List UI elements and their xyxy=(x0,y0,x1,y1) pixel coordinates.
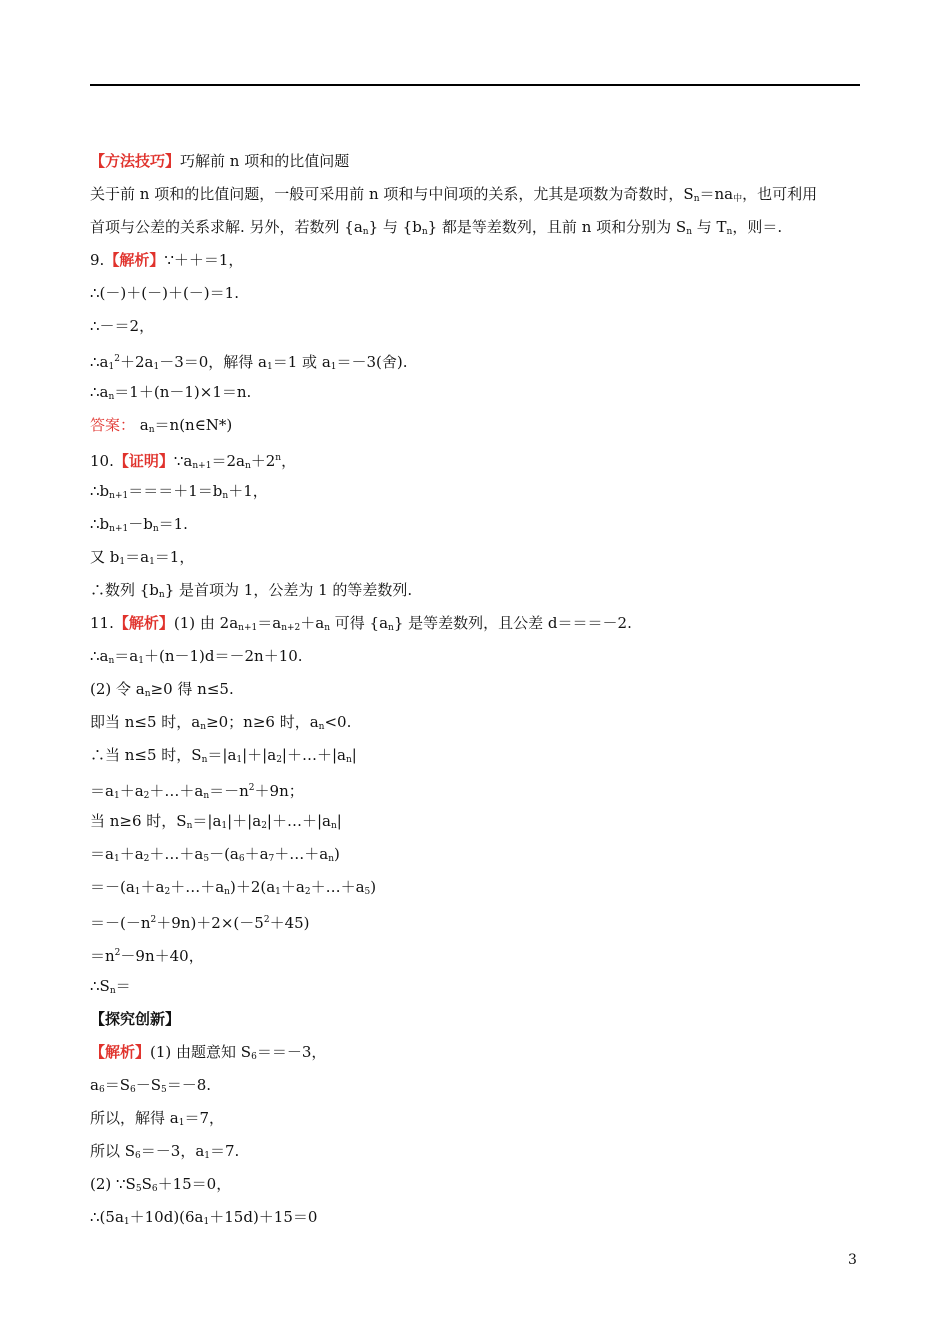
subscript: 2 xyxy=(304,887,311,897)
section-label: 【方法技巧】 xyxy=(90,152,181,170)
subscript: 1 xyxy=(113,791,120,801)
subscript: 2 xyxy=(164,887,171,897)
header-rule xyxy=(90,84,860,86)
text-run: ＋a xyxy=(119,782,144,800)
subscript: n xyxy=(108,392,115,402)
superscript: 2 xyxy=(114,354,120,364)
text-line xyxy=(90,772,860,805)
text-run: ＝7， xyxy=(184,1109,224,1127)
text-run: ∴(5a xyxy=(90,1208,124,1226)
text-run: 所以 S xyxy=(90,1142,136,1160)
text-run: ＝na xyxy=(699,185,734,203)
text-run: ＝a xyxy=(90,845,114,863)
subscript: 1 xyxy=(203,1217,210,1227)
subscript: 1 xyxy=(221,821,228,831)
subscript: n+1 xyxy=(238,623,258,633)
subscript: 1 xyxy=(275,887,281,897)
text-run: | xyxy=(336,812,342,830)
text-run: |＋…＋|a xyxy=(266,812,331,830)
text-line xyxy=(90,1036,860,1069)
text-run: －9n＋40， xyxy=(120,947,204,965)
text-line xyxy=(90,376,860,409)
subscript: n xyxy=(726,227,733,237)
subscript: n xyxy=(186,821,193,831)
text-run: 即当 n≤5 时，a xyxy=(90,713,201,731)
subscript: n xyxy=(362,227,369,237)
text-line xyxy=(90,574,860,607)
subscript: n xyxy=(144,689,151,699)
text-run: 巧解前 n 项和的比值问题 xyxy=(180,152,350,170)
text-run: ∴a xyxy=(90,383,109,401)
subscript: n xyxy=(224,887,230,897)
text-run: ∴当 n≤5 时，S xyxy=(90,746,202,764)
subscript: 6 xyxy=(98,1085,105,1095)
text-line xyxy=(90,508,860,541)
text-run: ＝S xyxy=(104,1076,130,1094)
subscript: 6 xyxy=(135,1151,141,1161)
text-line xyxy=(90,475,860,508)
text-run: ＋…＋a xyxy=(274,845,329,863)
text-run: a xyxy=(90,1076,99,1094)
subscript: n xyxy=(222,491,229,501)
text-line xyxy=(90,1168,860,1201)
subscript: n xyxy=(345,755,352,765)
text-run: ＝a xyxy=(257,614,282,632)
subscript: n xyxy=(201,755,208,765)
text-run: 所以，解得 a xyxy=(90,1109,179,1127)
subscript: n xyxy=(200,722,207,732)
subscript: n+1 xyxy=(192,461,212,471)
text-run: ＝＝－3， xyxy=(256,1043,327,1061)
subscript: 5 xyxy=(160,1085,167,1095)
text-run: ) xyxy=(334,845,340,863)
text-run: ∵a xyxy=(173,452,193,470)
subscript: 1 xyxy=(134,887,141,897)
text-line xyxy=(90,904,860,937)
text-line xyxy=(90,871,860,904)
text-run: ＝1 或 a xyxy=(272,353,331,371)
subscript: 6 xyxy=(129,1085,136,1095)
text-run: ＝n xyxy=(90,947,115,965)
text-run: ＋45) xyxy=(269,914,310,932)
text-run: |＋|a xyxy=(227,812,262,830)
text-run: |＋|a xyxy=(242,746,277,764)
subscript: n xyxy=(693,194,700,204)
subscript: 1 xyxy=(153,362,160,372)
subscript: 1 xyxy=(204,1151,211,1161)
section-label: 【解析】 xyxy=(113,614,174,632)
document-body xyxy=(90,145,860,1234)
text-run: ≥0；n≥6 时，a xyxy=(206,713,319,731)
subscript: 中 xyxy=(733,194,743,204)
subscript: 1 xyxy=(149,557,155,567)
text-run: S xyxy=(141,1175,152,1193)
subscript: 1 xyxy=(178,1118,185,1128)
text-run: } 是等差数列，且公差 d＝＝＝－2. xyxy=(393,614,632,632)
text-run: ∴a xyxy=(90,647,109,665)
text-line xyxy=(90,343,860,376)
text-run: (2) 令 a xyxy=(90,680,145,698)
text-run: (1) 由 2a xyxy=(173,614,239,632)
text-run: ∴S xyxy=(90,977,110,995)
text-line xyxy=(90,607,860,640)
text-line xyxy=(90,706,860,739)
text-run: ＝－n xyxy=(209,782,249,800)
page-number: 3 xyxy=(848,1252,857,1268)
text-run: －b xyxy=(128,515,153,533)
text-run: ＋15＝0， xyxy=(157,1175,232,1193)
text-run: －(a xyxy=(209,845,239,863)
superscript: 2 xyxy=(248,783,255,793)
subscript: n xyxy=(388,623,394,633)
subscript: 5 xyxy=(203,854,210,864)
subscript: n+1 xyxy=(109,491,129,501)
text-run: ) xyxy=(370,878,377,896)
text-run: 11. xyxy=(90,614,114,632)
text-run: 【探究创新】 xyxy=(90,1010,181,1028)
superscript: 2 xyxy=(150,915,157,925)
text-run: } 与 {b xyxy=(368,218,422,236)
text-line xyxy=(90,1135,860,1168)
subscript: n xyxy=(324,623,331,633)
subscript: n xyxy=(318,722,325,732)
text-run: ＝2a xyxy=(211,452,245,470)
text-run: ∴b xyxy=(90,482,110,500)
text-run: ∴数列 {b xyxy=(90,581,159,599)
subscript: n+2 xyxy=(281,623,301,633)
section-label: 答案： xyxy=(90,416,136,434)
text-run: ＝a xyxy=(90,782,114,800)
text-run: ＝－8. xyxy=(166,1076,212,1094)
subscript: 2 xyxy=(261,821,267,831)
text-run: (2) ∵S xyxy=(90,1175,136,1193)
text-run: ， xyxy=(281,452,297,470)
text-line xyxy=(90,277,860,310)
text-run: ＝－3(舍). xyxy=(336,353,408,371)
text-run: ＝－3，a xyxy=(140,1142,205,1160)
superscript: 2 xyxy=(263,915,270,925)
subscript: n xyxy=(328,854,335,864)
text-run: (1) 由题意知 S xyxy=(150,1043,252,1061)
text-run: ＝1， xyxy=(154,548,195,566)
text-run: ＝1. xyxy=(158,515,188,533)
text-run: ＝－(－n xyxy=(90,914,151,932)
text-run: ＋a xyxy=(140,878,165,896)
text-run: ＋a xyxy=(280,878,305,896)
text-run: ＋2a xyxy=(119,353,154,371)
text-line xyxy=(90,211,860,244)
text-run: 可得 {a xyxy=(330,614,389,632)
text-run: －S xyxy=(135,1076,161,1094)
subscript: 1 xyxy=(113,854,120,864)
subscript: 6 xyxy=(251,1052,257,1062)
text-line xyxy=(90,1003,860,1036)
text-run: ＝＝＝＋1＝b xyxy=(128,482,223,500)
text-line xyxy=(90,541,860,574)
subscript: 1 xyxy=(267,362,273,372)
subscript: 2 xyxy=(143,791,150,801)
text-line xyxy=(90,937,860,970)
subscript: n xyxy=(152,524,159,534)
text-run: ＝ xyxy=(115,977,131,995)
text-run: ＝－(a xyxy=(90,878,135,896)
text-run: ∴－＝2， xyxy=(90,317,155,335)
subscript: 1 xyxy=(108,362,115,372)
subscript: 1 xyxy=(330,362,337,372)
superscript: n xyxy=(275,453,282,463)
subscript: 6 xyxy=(151,1184,158,1194)
text-run: ＝|a xyxy=(192,812,222,830)
text-line xyxy=(90,145,860,178)
text-run: 又 b xyxy=(90,548,120,566)
text-line xyxy=(90,1069,860,1102)
text-line xyxy=(90,310,860,343)
text-line xyxy=(90,739,860,772)
text-run: <0. xyxy=(324,713,352,731)
subscript: 2 xyxy=(276,755,282,765)
subscript: 7 xyxy=(268,854,275,864)
text-line xyxy=(90,805,860,838)
text-line xyxy=(90,244,860,277)
text-run: )＋2(a xyxy=(229,878,276,896)
text-line xyxy=(90,442,860,475)
subscript: n xyxy=(686,227,692,237)
subscript: 1 xyxy=(123,1217,130,1227)
subscript: 5 xyxy=(135,1184,142,1194)
text-line xyxy=(90,673,860,706)
text-run: ＋…＋a xyxy=(310,878,365,896)
text-run: ＋(n－1)d＝－2n＋10. xyxy=(143,647,303,665)
text-line xyxy=(90,838,860,871)
text-run: ，也可利用 xyxy=(742,185,818,203)
subscript: 2 xyxy=(143,854,150,864)
section-label: 【解析】 xyxy=(90,1043,151,1061)
text-run: } 是首项为 1，公差为 1 的等差数列. xyxy=(164,581,413,599)
text-run: a xyxy=(135,416,149,434)
text-run: ，则＝. xyxy=(732,218,783,236)
subscript: n xyxy=(109,986,116,996)
subscript: 6 xyxy=(238,854,245,864)
subscript: n xyxy=(158,590,165,600)
text-run: } 都是等差数列，且前 n 项和分别为 S xyxy=(427,218,687,236)
section-label: 【证明】 xyxy=(113,452,174,470)
text-line xyxy=(90,970,860,1003)
superscript: 2 xyxy=(114,948,121,958)
text-run: |＋…＋|a xyxy=(281,746,346,764)
text-run: ＝a xyxy=(114,647,139,665)
text-run: －3＝0，解得 a xyxy=(159,353,268,371)
text-run: ＋1， xyxy=(228,482,268,500)
subscript: 1 xyxy=(119,557,126,567)
subscript: n xyxy=(203,791,210,801)
text-run: ＝1＋(n－1)×1＝n. xyxy=(114,383,252,401)
text-run: 与 T xyxy=(691,218,727,236)
text-run: ∴b xyxy=(90,515,110,533)
text-run: ∴(－)＋(－)＋(－)＝1. xyxy=(90,284,239,302)
text-run: ＋a xyxy=(119,845,144,863)
text-run: ＝|a xyxy=(207,746,237,764)
text-line xyxy=(90,1201,860,1234)
subscript: n xyxy=(148,425,155,435)
text-line xyxy=(90,409,860,442)
text-run: ＋…＋a xyxy=(149,845,204,863)
subscript: 1 xyxy=(138,656,144,666)
text-run: ＋9n； xyxy=(254,782,304,800)
text-run: ＝n(n∈N*) xyxy=(154,416,233,434)
text-run: 10. xyxy=(90,452,114,470)
subscript: n xyxy=(244,461,251,471)
text-run: | xyxy=(351,746,357,764)
section-label: 【解析】 xyxy=(104,251,165,269)
text-run: 当 n≥6 时，S xyxy=(90,812,187,830)
text-run: 关于前 n 项和的比值问题，一般可采用前 n 项和与中间项的关系，尤其是项数为奇数时，S xyxy=(90,185,694,203)
subscript: n xyxy=(421,227,428,237)
text-run: ＋15d)＋15＝0 xyxy=(209,1208,318,1226)
text-run: ∵＋＋＝1， xyxy=(164,251,244,269)
subscript: 1 xyxy=(236,755,243,765)
text-run: 9. xyxy=(90,251,105,269)
subscript: 5 xyxy=(364,887,371,897)
text-run: ＋a xyxy=(300,614,325,632)
text-line xyxy=(90,640,860,673)
text-run: ＝7. xyxy=(210,1142,240,1160)
text-line xyxy=(90,1102,860,1135)
subscript: n xyxy=(330,821,337,831)
text-run: ＝a xyxy=(125,548,150,566)
text-run: ＋…＋a xyxy=(170,878,225,896)
subscript: n xyxy=(108,656,115,666)
text-run: ∴a xyxy=(90,353,109,371)
text-run: ＋2 xyxy=(250,452,276,470)
subscript: n+1 xyxy=(109,524,129,534)
text-run: ≥0 得 n≤5. xyxy=(150,680,234,698)
text-run: ＋9n)＋2×(－5 xyxy=(156,914,264,932)
text-line xyxy=(90,178,860,211)
text-run: ＋…＋a xyxy=(149,782,204,800)
text-run: ＋a xyxy=(244,845,269,863)
text-run: ＋10d)(6a xyxy=(129,1208,204,1226)
text-run: 首项与公差的关系求解. 另外，若数列 {a xyxy=(90,218,363,236)
